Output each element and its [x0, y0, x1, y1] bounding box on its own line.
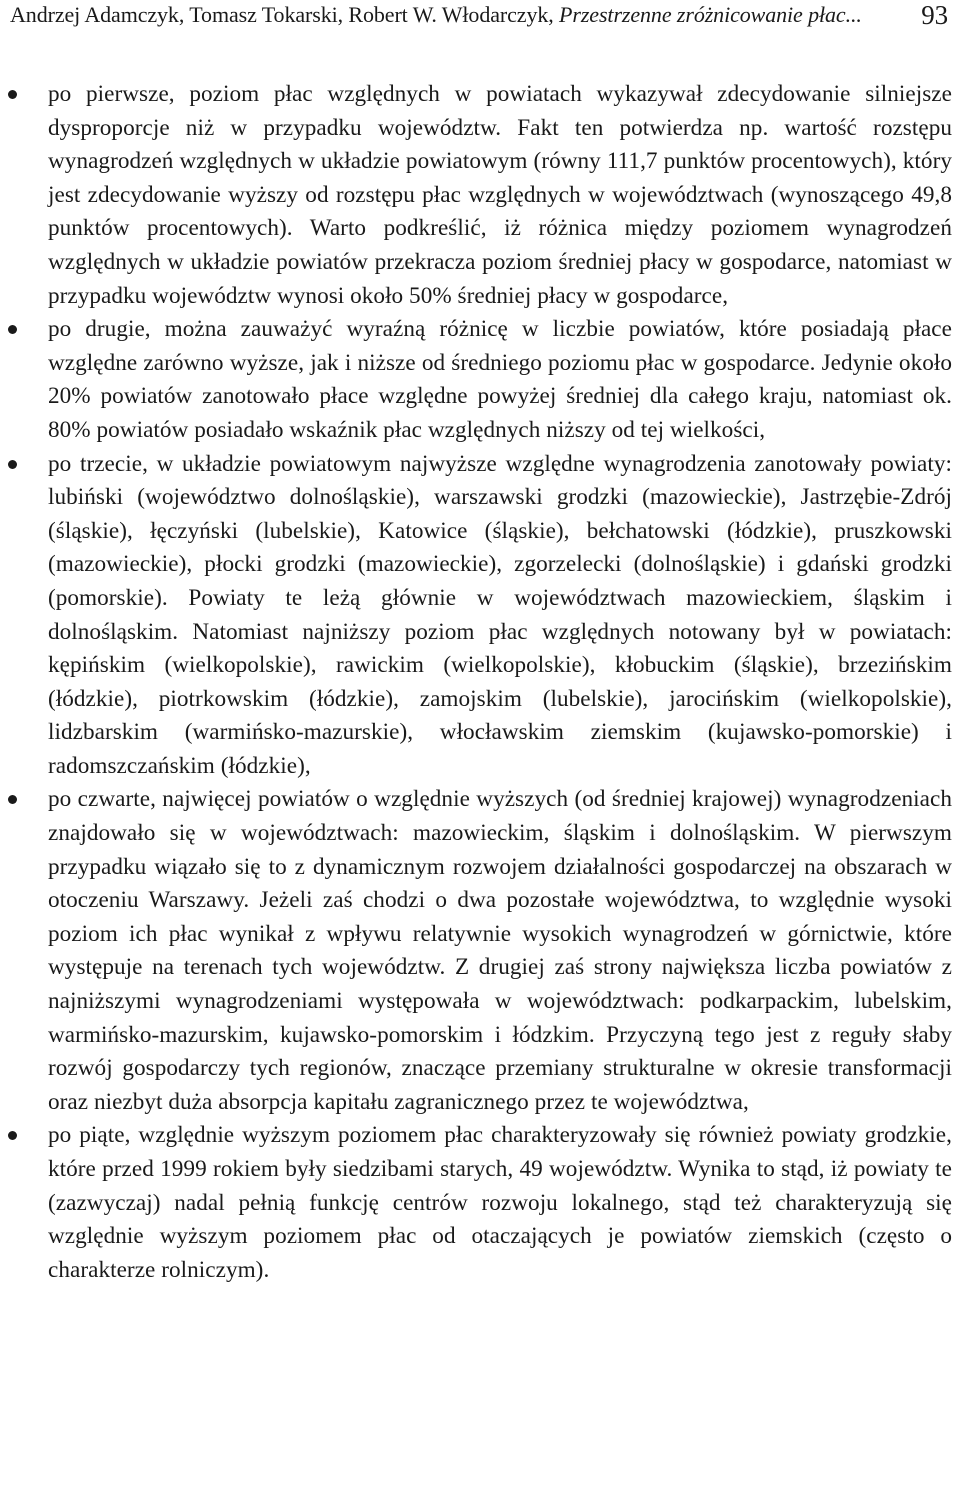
list-item-text: po trzecie, w układzie powiatowym najwyższe względne wynagrodzenia zanotowały powiaty: lubiński (województwo dolnośląskie), warszawski grodzki (mazowieckie), Jastrzębie-Zdrój (śląskie), łęczyński (lubelskie), Katowice (śląskie), bełchatowski (łódzkie), pruszkowski (mazowieckie), płocki grodzki (mazowieckie), zgorzelecki (dolnośląskie) i gdański grodzki (pomorskie). Powiaty te leżą głównie w województwach mazowieckiem, śląskim i dolnośląskim. Natomiast najniższy poziom płac względnych notowany był w powiatach: kępińskim (wielkopolskie), rawickim (wielkopolskie), kłobuckim (śląskie), brzezińskim (łódzkie), piotrkowskim (łódzkie), zamojskim (lubelskie), jarocińskim (wielkopolskie), lidzbarskim (warmińsko-mazurskie), włocławskim ziemskim (kujawsko-pomorskie) i radomszczańskim (łódzkie),: [48, 450, 952, 779]
header-title: Przestrzenne zróżnicowanie płac...: [559, 2, 862, 27]
bullet-icon: [8, 325, 17, 334]
page-number: 93: [921, 0, 948, 30]
list-item: [0, 448, 960, 784]
list-item: [0, 1119, 960, 1287]
bullet-icon: [8, 1131, 17, 1140]
running-header: [10, 0, 948, 34]
list-item-text: po czwarte, najwięcej powiatów o względnie wyższych (od średniej krajowej) wynagrodzeniach znajdowało się w województwach: mazowieckim, śląskim i dolnośląskim. W pierwszym przypadku wiązało się to z dynamicznym rozwojem działalności gospodarczej na obszarach w otoczeniu Warszawy. Jeżeli zaś chodzi o dwa pozostałe województwa, to względnie wysoki poziom ich płac wynikał z wpływu relatywnie wysokich wynagrodzeń w górnictwie, które występuje na terenach tych województw. Z drugiej zaś strony największa liczba powiatów z najniższymi wynagrodzeniami występowała w województwach: podkarpackim, lubelskim, warmińsko-mazurskim, kujawsko-pomorskim i łódzkim. Przyczyną tego jest z reguły słaby rozwój gospodarczy tych regionów, znaczące przemiany strukturalne w okresie transformacji oraz niezbyt duża absorpcja kapitału zagranicznego przez te województwa,: [48, 786, 952, 1115]
bullet-icon: [8, 795, 17, 804]
bullet-icon: [8, 460, 17, 469]
list-item-text: po pierwsze, poziom płac względnych w powiatach wykazywał zdecydowanie silniejsze dysproporcje niż w przypadku województw. Fakt ten potwierdza np. wartość rozstępu wynagrodzeń względnych w układzie powiatowym (równy 111,7 punktów procentowych), który jest zdecydowanie wyższy od rozstępu płac względnych w województwach (wynoszącego 49,8 punktów procentowych). Warto podkreślić, iż różnica między poziomem wynagrodzeń względnych w układzie powiatów przekracza poziom średniej płacy w gospodarce, natomiast w przypadku województw wynosi około 50% średniej płacy w gospodarce,: [48, 81, 952, 309]
header-authors: Andrzej Adamczyk, Tomasz Tokarski, Robert W. Włodarczyk,: [10, 2, 560, 27]
list-item-text: po drugie, można zauważyć wyraźną różnicę w liczbie powiatów, które posiadają płace względne zarówno wyższe, jak i niższe od średniego poziomu płac w gospodarce. Jedynie około 20% powiatów zanotowało płace względne powyżej średniej dla całego kraju, natomiast ok. 80% powiatów posiadało wskaźnik płac względnych niższy od tej wielkości,: [48, 316, 952, 443]
bullet-icon: [8, 90, 17, 99]
list-item: [0, 313, 960, 447]
list-item-text: po piąte, względnie wyższym poziomem płac charakteryzowały się również powiaty grodzkie, które przed 1999 rokiem były siedzibami starych, 49 województw. Wynika to stąd, iż powiaty te (zazwyczaj) nadal pełnią funkcję centrów rozwoju lokalnego, stąd też charakteryzują się względnie wyższym poziomem płac od otaczających je powiatów ziemskich (często o charakterze rolniczym).: [48, 1122, 952, 1283]
bullet-list: [0, 78, 960, 1287]
list-item: [0, 783, 960, 1119]
header-citation: [10, 0, 862, 30]
list-item: [0, 78, 960, 313]
